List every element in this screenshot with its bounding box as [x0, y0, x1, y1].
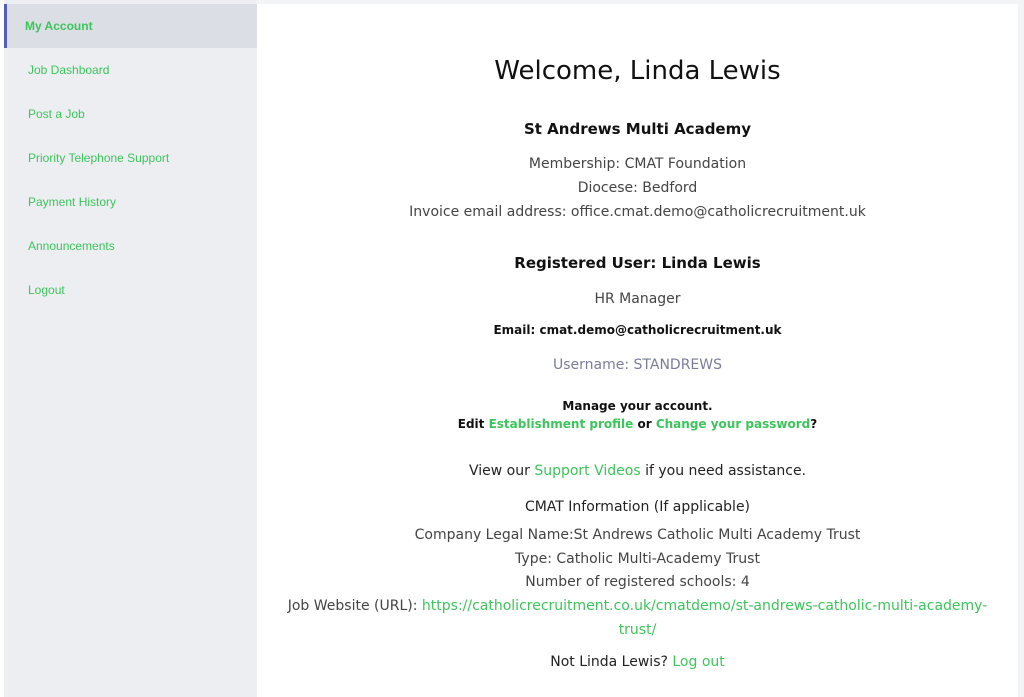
manage-qmark: ?	[810, 417, 818, 431]
job-website-line-2	[257, 622, 1018, 638]
page-title: Welcome, Linda Lewis	[494, 56, 781, 86]
trust-type-text: Type: Catholic Multi-Academy Trust	[515, 551, 760, 567]
user-role: HR Manager	[594, 291, 681, 307]
username-text: Username: STANDREWS	[552, 357, 723, 373]
manage-account-links	[257, 417, 1018, 431]
registered-user-heading: Registered User: Linda Lewis	[514, 254, 761, 272]
sidebar-item-post-a-job[interactable]: Post a Job	[28, 107, 85, 121]
user-email: Email: cmat.demo@catholicrecruitment.uk	[493, 323, 782, 337]
manage-or-text: or	[637, 417, 652, 431]
invoice-email-text: Invoice email address: office.cmat.demo@catholicrecruitment.uk	[409, 204, 866, 220]
legal-name-text: Company Legal Name:St Andrews Catholic Multi Academy Trust	[414, 527, 861, 543]
log-out-link[interactable]: Log out	[672, 654, 725, 670]
support-videos-link[interactable]: Support Videos	[534, 463, 641, 479]
organisation-name: St Andrews Multi Academy	[523, 120, 752, 138]
job-website-label: Job Website (URL):	[287, 598, 418, 614]
support-pre-text: View our	[468, 463, 530, 479]
sidebar	[0, 0, 257, 697]
sidebar-item-payment-history[interactable]: Payment History	[28, 195, 117, 209]
sidebar-item-job-dashboard[interactable]: Job Dashboard	[28, 63, 110, 77]
account-panel	[257, 4, 1018, 697]
job-website-link-continued[interactable]: trust/	[618, 622, 657, 638]
sidebar-item-my-account[interactable]: My Account	[4, 4, 257, 48]
manage-account-heading: Manage your account.	[562, 399, 713, 413]
registered-schools-text: Number of registered schools: 4	[525, 574, 750, 590]
manage-edit-text: Edit	[457, 417, 485, 431]
change-password-link[interactable]: Change your password	[655, 417, 811, 431]
sidebar-item-priority-telephone-support[interactable]: Priority Telephone Support	[28, 151, 170, 165]
establishment-profile-link[interactable]: Establishment profile	[488, 417, 634, 431]
job-website-line	[257, 598, 1018, 614]
not-user-name: Linda Lewis?	[579, 654, 668, 670]
not-user-line	[257, 654, 1018, 670]
not-user-pre-text: Not	[550, 654, 575, 670]
cmat-heading: CMAT Information (If applicable)	[524, 499, 751, 515]
support-post-text: if you need assistance.	[645, 463, 807, 479]
support-line	[257, 463, 1018, 479]
diocese-text: Diocese: Bedford	[577, 180, 698, 196]
membership-text: Membership: CMAT Foundation	[528, 156, 747, 172]
sidebar-item-announcements[interactable]: Announcements	[28, 239, 115, 253]
sidebar-item-logout[interactable]: Logout	[28, 283, 65, 297]
job-website-link[interactable]: https://catholicrecruitment.co.uk/cmatdemo/st-andrews-catholic-multi-academy-	[421, 598, 988, 614]
